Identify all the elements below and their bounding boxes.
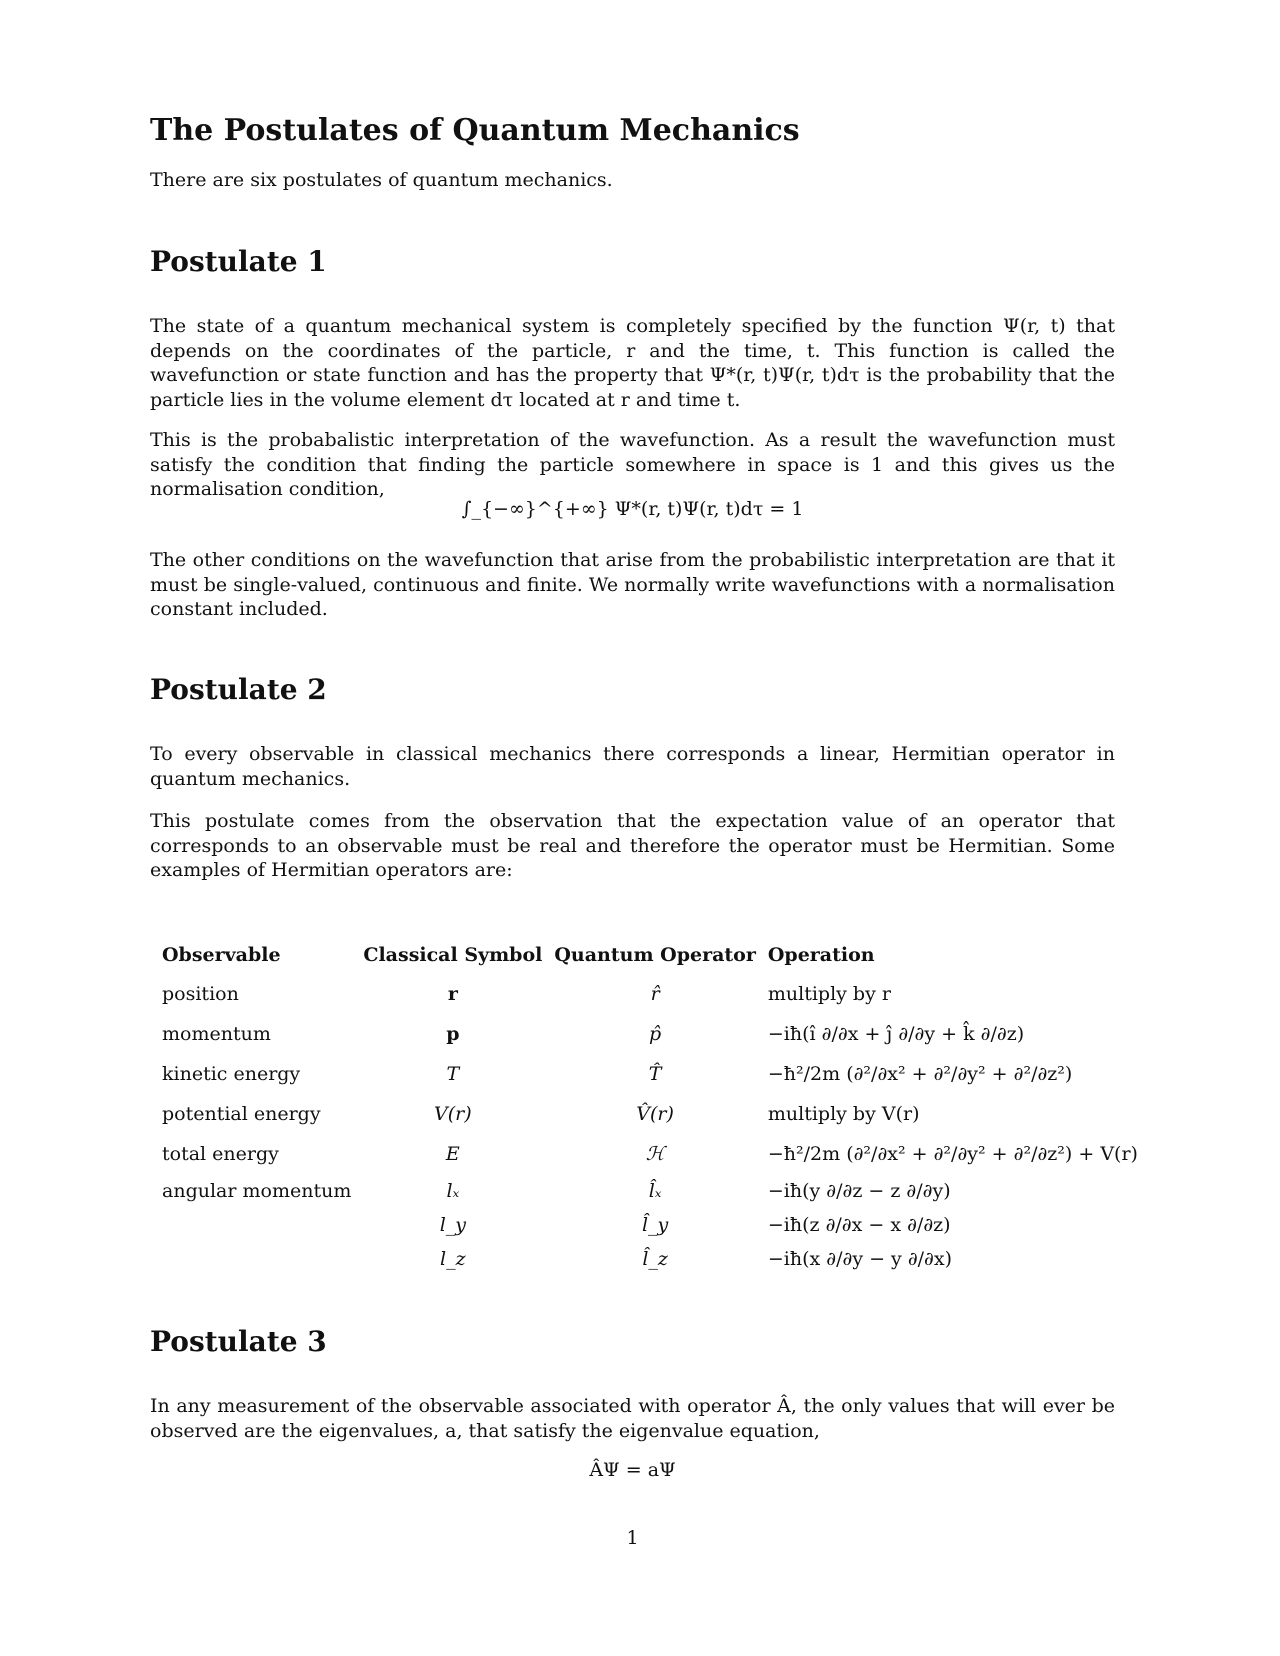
cell-operation: −iħ(x ∂/∂y − y ∂/∂x)	[767, 1248, 953, 1270]
postulate-2-heading: Postulate 2	[150, 673, 327, 706]
cell-operation: −ħ²/2m (∂²/∂x² + ∂²/∂y² + ∂²/∂z²)	[767, 1063, 1073, 1085]
cell-observable: momentum	[162, 1023, 271, 1045]
table-row	[162, 1094, 1150, 1134]
postulate-2-paragraph-1: To every observable in classical mechanics there corresponds a linear, Hermitian operator in quantum mechanics.	[150, 743, 1115, 790]
cell-observable	[162, 1208, 363, 1242]
postulate-1-paragraph-1: The state of a quantum mechanical system is completely specified by the function Ψ(r, t) that depends on the coordinates of the particle, r and the time, t. This function is called the wavefunction or state function and has the property that Ψ*(r, t)Ψ(r, t)dτ is the probability that the particle lies in the volume element dτ located at r and time t.	[150, 315, 1115, 411]
cell-operator: l̂_y	[641, 1214, 669, 1236]
cell-observable: potential energy	[162, 1103, 321, 1125]
postulate-3-heading: Postulate 3	[150, 1325, 327, 1358]
cell-operator: V̂(r)	[636, 1103, 674, 1125]
cell-operation: −iħ(y ∂/∂z − z ∂/∂y)	[767, 1180, 951, 1202]
cell-operator: l̂ₓ	[648, 1180, 662, 1202]
table-row	[162, 1014, 1150, 1054]
intro-paragraph: There are six postulates of quantum mechanics.	[150, 169, 613, 191]
operator-table	[162, 944, 1150, 1276]
cell-symbol: p	[446, 1023, 460, 1045]
cell-observable: total energy	[162, 1143, 279, 1165]
cell-observable: position	[162, 983, 239, 1005]
cell-symbol: lₓ	[446, 1180, 460, 1202]
column-header-operation: Operation	[767, 944, 875, 966]
cell-observable: kinetic energy	[162, 1063, 301, 1085]
cell-symbol: E	[445, 1143, 460, 1165]
cell-symbol: l_y	[439, 1214, 466, 1236]
table-row	[162, 974, 1150, 1014]
postulate-1-paragraph-2: This is the probabalistic interpretation of the wavefunction. As a result the wavefunction must satisfy the condition that finding the particle somewhere in space is 1 and this gives us the normalisation condition,	[150, 429, 1115, 500]
cell-operator: r̂	[650, 983, 660, 1005]
table-header-row	[162, 944, 1150, 974]
postulate-3-paragraph-1: In any measurement of the observable associated with operator Â, the only values that will ever be observed are the eigenvalues, a, that satisfy the eigenvalue equation,	[150, 1395, 1115, 1442]
postulate-1-paragraph-3: The other conditions on the wavefunction that arise from the probabilistic interpretation are that it must be single-valued, continuous and finite. We normally write wavefunctions with a normalisation constant included.	[150, 549, 1115, 620]
postulate-2-paragraph-2: This postulate comes from the observation that the expectation value of an operator that corresponds to an observable must be real and therefore the operator must be Hermitian. Some examples of Hermitian operators are:	[150, 810, 1115, 881]
cell-observable	[162, 1242, 363, 1276]
table-row	[162, 1054, 1150, 1094]
table-row	[162, 1134, 1150, 1174]
cell-operation: −iħ(z ∂/∂x − x ∂/∂z)	[767, 1214, 951, 1236]
page-title: The Postulates of Quantum Mechanics	[150, 113, 800, 148]
column-header-quantum-operator: Quantum Operator	[554, 944, 756, 966]
cell-operation: −ħ²/2m (∂²/∂x² + ∂²/∂y² + ∂²/∂z²) + V(r)	[767, 1143, 1138, 1165]
cell-operator: ℋ	[645, 1143, 665, 1165]
column-header-classical-symbol: Classical Symbol	[363, 944, 543, 966]
table-row	[162, 1242, 1150, 1276]
column-header-observable: Observable	[162, 944, 281, 966]
postulate-1-heading: Postulate 1	[150, 245, 327, 278]
table-row	[162, 1174, 1150, 1208]
cell-operation: −iħ(î ∂/∂x + ĵ ∂/∂y + k̂ ∂/∂z)	[767, 1023, 1025, 1045]
cell-operation: multiply by V(r)	[767, 1103, 920, 1125]
cell-symbol: T	[446, 1063, 460, 1085]
cell-operator: l̂_z	[642, 1248, 668, 1270]
cell-operation: multiply by r	[767, 983, 891, 1005]
normalisation-equation: ∫_{−∞}^{+∞} Ψ*(r, t)Ψ(r, t)dτ = 1	[461, 498, 804, 520]
table-row	[162, 1208, 1150, 1242]
cell-symbol: r	[447, 983, 458, 1005]
cell-symbol: l_z	[440, 1248, 466, 1270]
cell-observable: angular momentum	[162, 1180, 352, 1202]
cell-operator: p̂	[649, 1023, 662, 1045]
eigenvalue-equation: ÂΨ = aΨ	[589, 1459, 676, 1481]
cell-symbol: V(r)	[434, 1103, 472, 1125]
cell-operator: T̂	[648, 1063, 662, 1085]
page-number: 1	[626, 1527, 639, 1549]
